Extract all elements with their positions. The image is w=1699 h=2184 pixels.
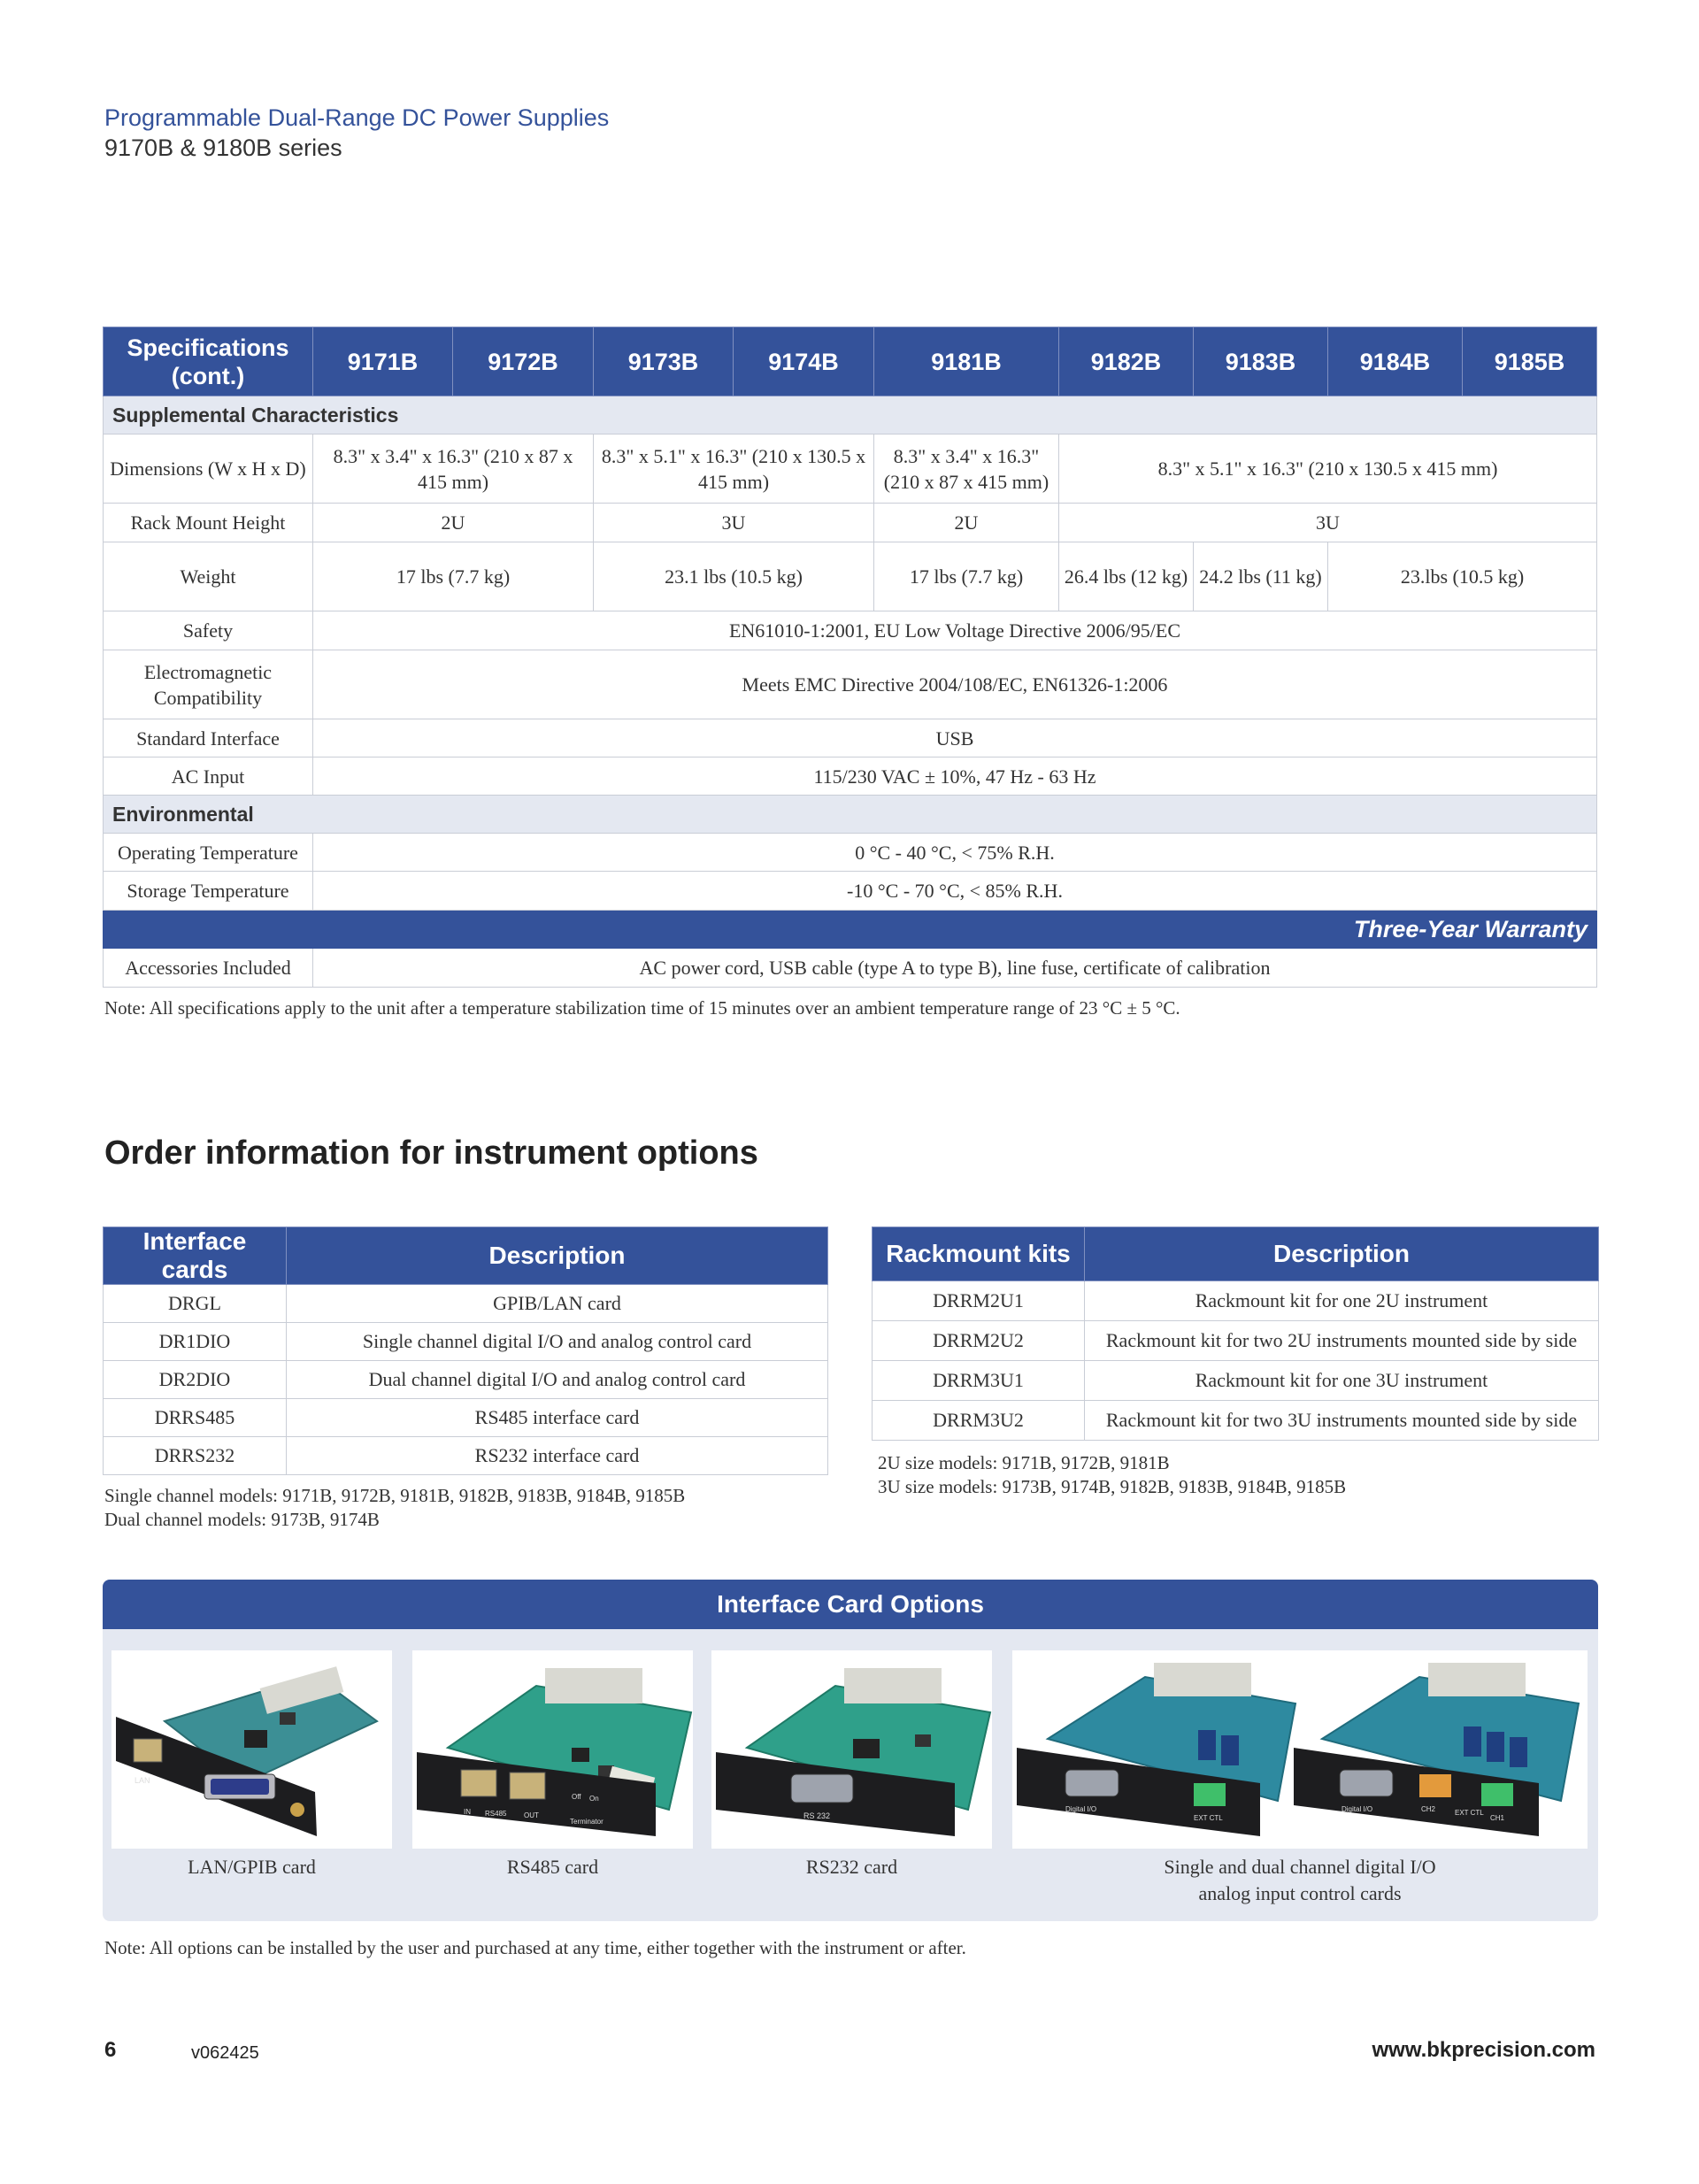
column-header: Description [1085,1227,1599,1281]
interface-cards-table [103,1227,828,1475]
port-label: LAN [135,1776,150,1785]
cell-value: 17 lbs (7.7 kg) [874,542,1059,611]
port-label: Digital I/O [1342,1805,1373,1813]
model-cell: DRRM2U1 [873,1281,1085,1321]
cell-value: AC power cord, USB cable (type A to type B), line fuse, certificate of calibration [313,949,1597,988]
column-header: Rackmount kits [873,1227,1085,1281]
website-link[interactable]: www.bkprecision.com [1372,2038,1595,2062]
cell-value: 8.3" x 5.1" x 16.3" (210 x 130.5 x 415 mm) [594,434,874,504]
description-cell: Dual channel digital I/O and analog control card [287,1361,828,1399]
cell-value: 8.3" x 3.4" x 16.3" (210 x 87 x 415 mm) [874,434,1059,504]
description-cell: RS232 interface card [287,1437,828,1475]
port-label: Terminator [570,1818,603,1826]
cell-value: 26.4 lbs (12 kg) [1059,542,1194,611]
digital-io-cards-image [1012,1650,1588,1849]
cell-value: 8.3" x 5.1" x 16.3" (210 x 130.5 x 415 mm) [1059,434,1597,504]
table-row [873,1401,1599,1441]
digital-io-label-line1: Single and dual channel digital I/O [1164,1856,1436,1878]
dual-channel-note: Dual channel models: 9173B, 9174B [104,1509,380,1530]
cell-value: 115/230 VAC ± 10%, 47 Hz - 63 Hz [313,757,1597,796]
header-title: Programmable Dual-Range DC Power Supplies [104,104,610,131]
document-header [104,103,609,163]
table-row [873,1321,1599,1361]
spec-row-ac-input [104,757,1597,796]
description-cell: Rackmount kit for one 2U instrument [1085,1281,1599,1321]
model-header: 9182B [1059,327,1194,396]
row-label: Standard Interface [104,719,313,757]
model-cell: DRRM2U2 [873,1321,1085,1361]
spec-row-operating-temp [104,834,1597,872]
spec-row-storage-temp [104,872,1597,911]
section-title: Supplemental Characteristics [104,396,1597,434]
options-panel-title: Interface Card Options [103,1580,1598,1629]
model-header: 9172B [453,327,594,396]
cell-value: 23.1 lbs (10.5 kg) [594,542,874,611]
cell-value: 2U [874,504,1059,542]
port-label: Digital I/O [1065,1805,1097,1813]
digital-io-label-line2: analog input control cards [1198,1882,1402,1904]
lan-gpib-card-image [111,1650,392,1849]
row-label: Accessories Included [104,949,313,988]
spec-row-dimensions [104,434,1597,504]
specifications-table [103,327,1597,988]
table-row [873,1281,1599,1321]
rs485-card-label: RS485 card [506,1856,599,1878]
lan-gpib-card-label: LAN/GPIB card [188,1856,316,1878]
options-note: Note: All options can be installed by the user and purchased at any time, either together with the instrument or after. [104,1937,966,1958]
section-row [104,396,1597,434]
rs485-card-image [412,1650,693,1849]
model-cell: DRRM3U2 [873,1401,1085,1441]
port-label: EXT CTL [1455,1809,1484,1817]
description-cell: Rackmount kit for two 3U instruments mounted side by side [1085,1401,1599,1441]
port-label: OUT [524,1811,539,1819]
model-header: 9181B [874,327,1059,396]
model-header: 9183B [1194,327,1328,396]
spec-row-rack-height [104,504,1597,542]
port-label: CH2 [1421,1805,1436,1813]
order-heading: Order information for instrument options [104,1134,758,1172]
rs232-card-label: RS232 card [805,1856,898,1878]
description-cell: Single channel digital I/O and analog control card [287,1323,828,1361]
cell-value: 3U [1059,504,1597,542]
cell-value: 0 °C - 40 °C, < 75% R.H. [313,834,1597,872]
spec-row-interface [104,719,1597,757]
spec-row-accessories [104,949,1597,988]
spec-header-label: Specifications (cont.) [104,327,313,396]
description-cell: GPIB/LAN card [287,1285,828,1323]
row-label: Operating Temperature [104,834,313,872]
table-header-row [873,1227,1599,1281]
row-label: Electromagnetic Compatibility [104,650,313,719]
description-cell: Rackmount kit for two 2U instruments mounted side by side [1085,1321,1599,1361]
table-row [104,1323,828,1361]
model-cell: DRRM3U1 [873,1361,1085,1401]
port-label: RS485 [485,1810,507,1818]
rs232-card-image [711,1650,992,1849]
interface-card-options-panel [103,1580,1598,1921]
spec-row-weight [104,542,1597,611]
spec-row-emc [104,650,1597,719]
model-header: 9184B [1328,327,1463,396]
table-row [104,1437,828,1475]
port-label: IN [464,1808,471,1816]
table-row [873,1361,1599,1401]
cell-value: 24.2 lbs (11 kg) [1194,542,1328,611]
model-header: 9174B [734,327,874,396]
row-label: AC Input [104,757,313,796]
cell-value: EN61010-1:2001, EU Low Voltage Directive 2006/95/EC [313,611,1597,650]
section-title: Environmental [104,796,1597,834]
model-cell: DR1DIO [104,1323,287,1361]
digital-io-cards-label [1012,1854,1588,1907]
row-label: Storage Temperature [104,872,313,911]
table-row [104,1285,828,1323]
column-header: Description [287,1227,828,1285]
model-cell: DR2DIO [104,1361,287,1399]
model-cell: DRRS232 [104,1437,287,1475]
rackmount-kits-table [872,1227,1599,1441]
version-code: v062425 [191,2043,259,2063]
single-channel-note: Single channel models: 9171B, 9172B, 9181B, 9182B, 9183B, 9184B, 9185B [104,1485,686,1506]
model-header: 9185B [1463,327,1597,396]
spec-row-safety [104,611,1597,650]
port-label: CH1 [1490,1814,1505,1822]
2u-models-note: 2U size models: 9171B, 9172B, 9181B [878,1452,1170,1473]
section-row [104,796,1597,834]
table-header-row [104,1227,828,1285]
warranty-row [104,911,1597,949]
model-header: 9171B [313,327,453,396]
spec-header-row [104,327,1597,396]
cell-value: USB [313,719,1597,757]
rackmount-notes [878,1451,1346,1499]
cell-value: Meets EMC Directive 2004/108/EC, EN61326-1:2006 [313,650,1597,719]
description-cell: Rackmount kit for one 3U instrument [1085,1361,1599,1401]
header-subtitle: 9170B & 9180B series [104,135,342,161]
page-number: 6 [104,2038,117,2062]
interface-cards-notes [104,1484,685,1532]
row-label: Dimensions (W x H x D) [104,434,313,504]
description-cell: RS485 interface card [287,1399,828,1437]
port-label: Off [572,1793,581,1801]
row-label: Safety [104,611,313,650]
port-label: On [589,1795,599,1803]
warranty-label: Three-Year Warranty [104,911,1597,949]
table-row [104,1361,828,1399]
table-row [104,1399,828,1437]
port-label: EXT CTL [1194,1814,1223,1822]
port-label: RS 232 [803,1811,831,1820]
specs-note: Note: All specifications apply to the unit after a temperature stabilization time of 15 minutes over an ambient temperature range of 23 °C ± 5 °C. [104,997,1180,1019]
cell-value: 3U [594,504,874,542]
model-cell: DRRS485 [104,1399,287,1437]
model-cell: DRGL [104,1285,287,1323]
cell-value: 23.lbs (10.5 kg) [1328,542,1597,611]
row-label: Weight [104,542,313,611]
cell-value: 17 lbs (7.7 kg) [313,542,594,611]
cell-value: 2U [313,504,594,542]
row-label: Rack Mount Height [104,504,313,542]
cell-value: -10 °C - 70 °C, < 85% R.H. [313,872,1597,911]
model-header: 9173B [594,327,734,396]
3u-models-note: 3U size models: 9173B, 9174B, 9182B, 9183B, 9184B, 9185B [878,1476,1347,1497]
column-header: Interface cards [104,1227,287,1285]
cell-value: 8.3" x 3.4" x 16.3" (210 x 87 x 415 mm) [313,434,594,504]
